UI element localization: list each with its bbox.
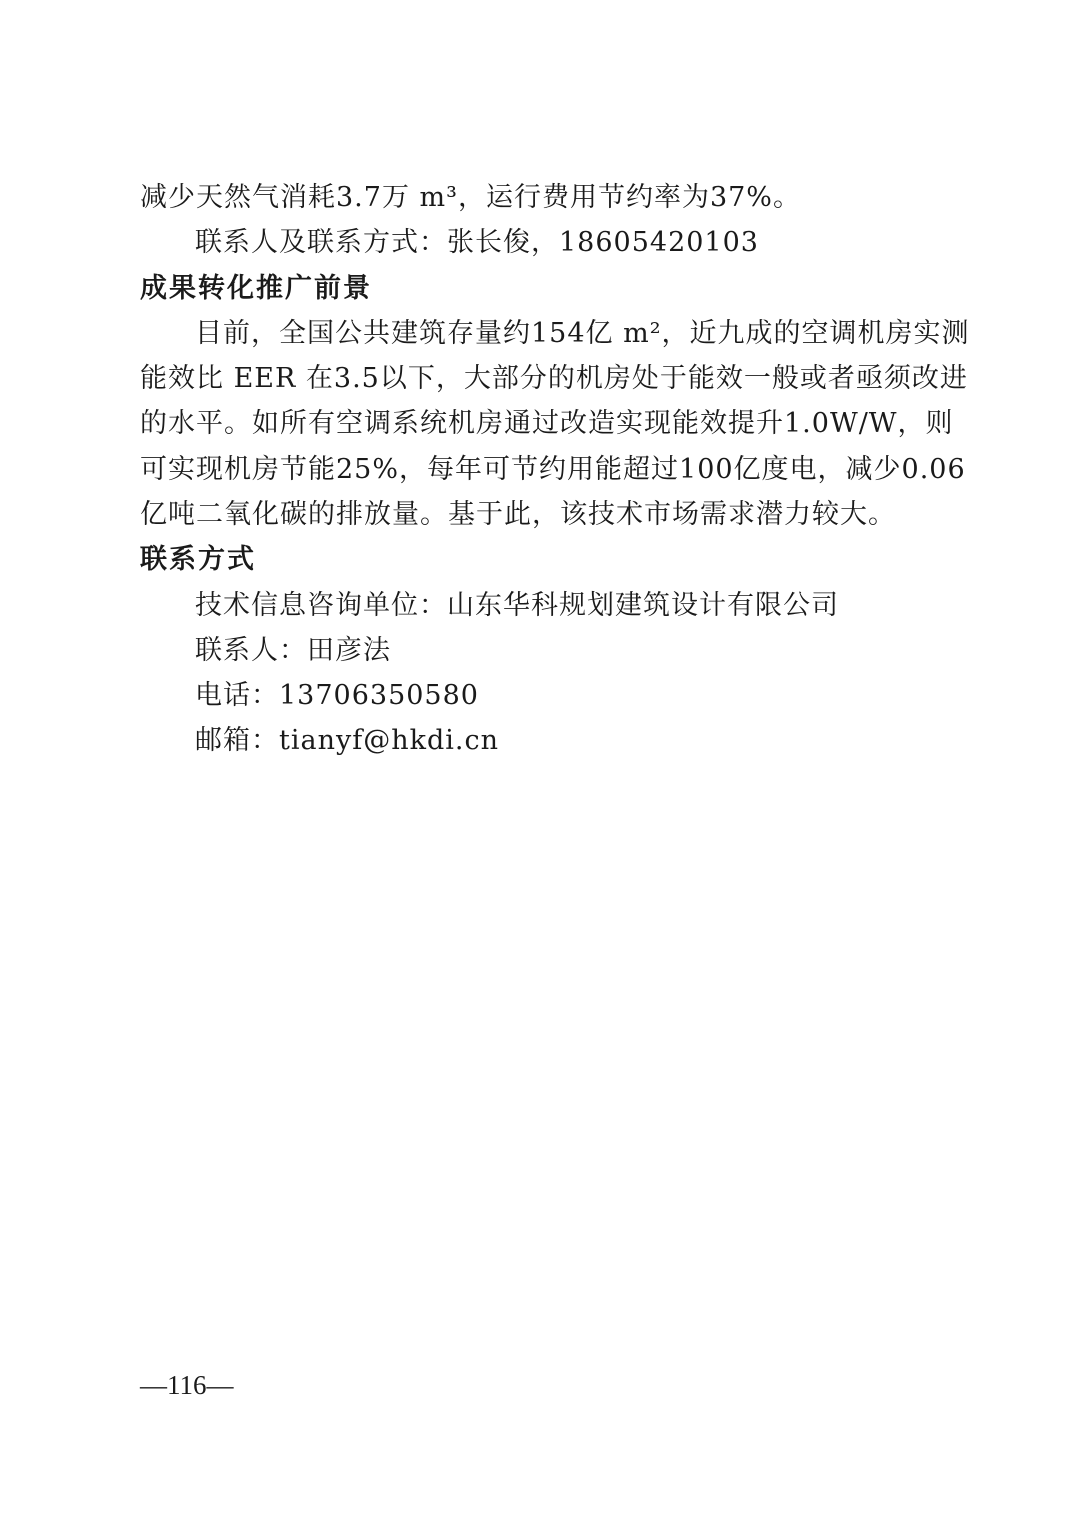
prospect-line-5: 亿吨二氧化碳的排放量。基于此，该技术市场需求潜力较大。	[140, 499, 896, 530]
contact-email: 邮箱：tianyf@hkdi.cn	[195, 725, 499, 756]
contact-unit: 技术信息咨询单位：山东华科规划建筑设计有限公司	[195, 590, 839, 621]
prospect-line-3: 的水平。如所有空调系统机房通过改造实现能效提升1.0W/W，则	[140, 408, 954, 439]
page-number: —116—	[140, 1370, 234, 1400]
prospect-line-2: 能效比 EER 在3.5以下，大部分的机房处于能效一般或者亟须改进	[140, 363, 968, 394]
contact-phone: 电话：13706350580	[195, 680, 479, 711]
intro-line-1: 减少天然气消耗3.7万 m³，运行费用节约率为37%。	[140, 182, 801, 213]
prospect-line-1: 目前，全国公共建筑存量约154亿 m²，近九成的空调机房实测	[195, 318, 970, 349]
prospect-line-4: 可实现机房节能25%，每年可节约用能超过100亿度电，减少0.06	[140, 454, 966, 485]
section-heading-contact: 联系方式	[140, 544, 256, 575]
intro-line-2: 联系人及联系方式：张长俊，18605420103	[195, 227, 759, 258]
contact-person: 联系人：田彦法	[195, 635, 391, 666]
section-heading-prospect: 成果转化推广前景	[140, 273, 372, 304]
